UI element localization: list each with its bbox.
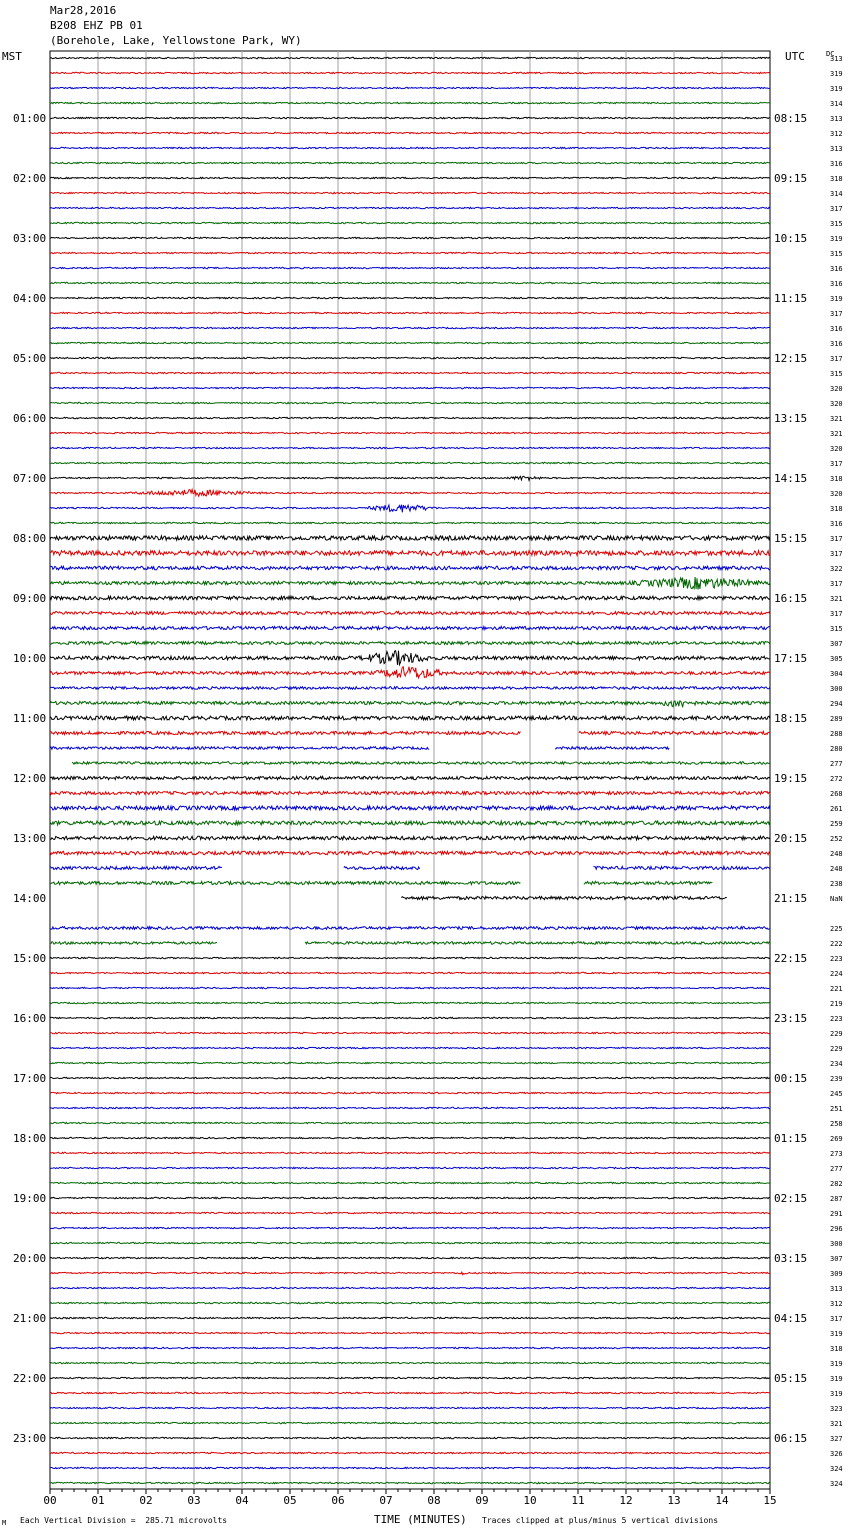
trace-line <box>50 1347 770 1348</box>
dc-value-label: 319 <box>830 70 843 78</box>
mst-hour-label: 01:00 <box>13 112 47 125</box>
dc-value-label: 268 <box>830 790 843 798</box>
dc-value-label: 317 <box>830 1315 843 1323</box>
trace-line <box>72 762 770 765</box>
trace-line <box>50 776 770 779</box>
trace-line <box>50 447 770 448</box>
corner-mark: M <box>2 1519 7 1527</box>
dc-value-label: 321 <box>830 1420 843 1428</box>
trace-line <box>50 1272 770 1275</box>
trace-line <box>50 1377 770 1378</box>
trace-line <box>50 851 770 854</box>
trace-line <box>50 505 770 513</box>
dc-value-label: 287 <box>830 1195 843 1203</box>
dc-value-label: 307 <box>830 1255 843 1263</box>
utc-hour-label: 04:15 <box>774 1312 808 1325</box>
mst-hour-label: 02:00 <box>13 172 47 185</box>
trace-line <box>50 927 770 930</box>
dc-value-label: 313 <box>830 115 843 123</box>
utc-hour-label: 05:15 <box>774 1372 808 1385</box>
trace-line <box>50 57 770 58</box>
dc-value-label: 316 <box>830 520 843 528</box>
mst-zone-label: MST <box>2 50 22 63</box>
dc-value-label: 307 <box>830 640 843 648</box>
dc-value-label: 288 <box>830 730 843 738</box>
x-axis-title: TIME (MINUTES) <box>374 1513 467 1526</box>
dc-value-label: 314 <box>830 100 843 108</box>
clip-note: Traces clipped at plus/minus 5 vertical divisions <box>482 1516 719 1525</box>
utc-hour-label: 01:15 <box>774 1132 808 1145</box>
trace-line <box>50 1332 770 1333</box>
dc-value-label: 221 <box>830 985 843 993</box>
trace-line <box>50 402 770 403</box>
x-tick-label: 01 <box>91 1494 105 1507</box>
mst-hour-label: 16:00 <box>13 1012 47 1025</box>
dc-value-label: 258 <box>830 1120 843 1128</box>
utc-hour-label: 08:15 <box>774 112 808 125</box>
mst-hour-label: 14:00 <box>13 892 47 905</box>
trace-line <box>50 342 770 343</box>
trace-line <box>50 117 770 118</box>
dc-value-label: 312 <box>830 130 843 138</box>
dc-value-label: 315 <box>830 370 843 378</box>
trace-line <box>50 327 770 328</box>
trace-line <box>50 551 770 556</box>
mst-hour-label: 17:00 <box>13 1072 47 1085</box>
trace-line <box>50 87 770 88</box>
trace-line <box>50 417 770 418</box>
trace-line <box>50 1437 770 1438</box>
dc-value-label: 318 <box>830 1345 843 1353</box>
dc-value-label: 248 <box>830 850 843 858</box>
dc-value-label: 319 <box>830 295 843 303</box>
dc-value-label: 219 <box>830 1000 843 1008</box>
trace-line <box>50 667 770 678</box>
dc-value-label: 315 <box>830 625 843 633</box>
trace-line <box>50 821 770 825</box>
mst-hour-label: 21:00 <box>13 1312 47 1325</box>
x-tick-label: 15 <box>763 1494 777 1507</box>
trace-line <box>50 282 770 283</box>
mst-hour-label: 03:00 <box>13 232 47 245</box>
trace-line <box>50 866 770 869</box>
dc-value-label: 251 <box>830 1105 843 1113</box>
mst-hour-label: 13:00 <box>13 832 47 845</box>
utc-hour-label: 00:15 <box>774 1072 808 1085</box>
dc-value-label: 313 <box>830 145 843 153</box>
mst-hour-label: 19:00 <box>13 1192 47 1205</box>
dc-value-label: 272 <box>830 775 843 783</box>
utc-hour-label: 02:15 <box>774 1192 808 1205</box>
dc-value-label: 304 <box>830 670 843 678</box>
utc-hour-label: 17:15 <box>774 652 808 665</box>
trace-line <box>50 1002 770 1003</box>
trace-line <box>50 102 770 103</box>
trace-line <box>50 687 770 690</box>
trace-line <box>50 207 770 208</box>
x-tick-label: 07 <box>379 1494 393 1507</box>
dc-value-label: 320 <box>830 445 843 453</box>
dc-value-label: 319 <box>830 1390 843 1398</box>
dc-value-label: 317 <box>830 580 843 588</box>
x-tick-label: 05 <box>283 1494 297 1507</box>
trace-line <box>50 651 770 665</box>
dc-value-label: 229 <box>830 1030 843 1038</box>
trace-line <box>50 611 770 614</box>
dc-value-label: 309 <box>830 1270 843 1278</box>
dc-value-label: 321 <box>830 415 843 423</box>
utc-hour-label: 21:15 <box>774 892 808 905</box>
trace-line <box>50 1257 770 1258</box>
dc-value-label: 319 <box>830 85 843 93</box>
utc-hour-label: 15:15 <box>774 532 808 545</box>
trace-line <box>50 626 770 629</box>
trace-line <box>50 1062 770 1063</box>
trace-line <box>50 836 770 840</box>
mst-hour-label: 15:00 <box>13 952 47 965</box>
trace-line <box>50 972 770 973</box>
trace-line <box>50 596 770 600</box>
dc-value-label: 319 <box>830 1375 843 1383</box>
trace-line <box>50 881 712 884</box>
trace-line <box>50 1227 770 1228</box>
mst-hour-label: 05:00 <box>13 352 47 365</box>
trace-line <box>50 1287 770 1288</box>
x-tick-label: 02 <box>139 1494 153 1507</box>
x-tick-label: 00 <box>43 1494 57 1507</box>
dc-value-label: 320 <box>830 400 843 408</box>
trace-line <box>50 642 770 645</box>
trace-line <box>50 791 770 794</box>
dc-value-label: 223 <box>830 955 843 963</box>
dc-value-label: 313 <box>830 1285 843 1293</box>
mst-hour-label: 04:00 <box>13 292 47 305</box>
trace-line <box>50 132 770 133</box>
dc-value-label: 317 <box>830 205 843 213</box>
x-tick-label: 04 <box>235 1494 249 1507</box>
trace-line <box>50 1167 770 1168</box>
mst-hour-label: 08:00 <box>13 532 47 545</box>
utc-hour-label: 09:15 <box>774 172 808 185</box>
dc-value-label: 280 <box>830 745 843 753</box>
x-tick-label: 06 <box>331 1494 345 1507</box>
utc-hour-label: 20:15 <box>774 832 808 845</box>
utc-hour-label: 18:15 <box>774 712 808 725</box>
dc-value-label: 259 <box>830 820 843 828</box>
trace-line <box>50 577 770 590</box>
dc-value-label: 315 <box>830 250 843 258</box>
trace-line <box>50 312 770 313</box>
dc-value-label: 269 <box>830 1135 843 1143</box>
dc-value-label: 296 <box>830 1225 843 1233</box>
x-tick-label: 03 <box>187 1494 201 1507</box>
dc-value-label: 317 <box>830 610 843 618</box>
trace-line <box>50 522 770 523</box>
dc-value-label: 314 <box>830 190 843 198</box>
trace-line <box>50 1212 770 1213</box>
dc-value-label: 320 <box>830 385 843 393</box>
dc-value-label: 248 <box>830 865 843 873</box>
mst-hour-label: 12:00 <box>13 772 47 785</box>
x-tick-label: 10 <box>523 1494 537 1507</box>
utc-hour-label: 03:15 <box>774 1252 808 1265</box>
trace-line <box>50 237 770 238</box>
trace-line <box>50 1407 770 1408</box>
location-label: (Borehole, Lake, Yellowstone Park, WY) <box>50 34 302 47</box>
trace-line <box>50 987 770 988</box>
trace-line <box>50 566 770 570</box>
trace-line <box>50 747 669 750</box>
dc-value-label: 316 <box>830 280 843 288</box>
trace-line <box>50 716 770 720</box>
utc-hour-label: 12:15 <box>774 352 808 365</box>
dc-value-label: 289 <box>830 715 843 723</box>
trace-line <box>50 1197 770 1198</box>
mst-hour-label: 22:00 <box>13 1372 47 1385</box>
trace-line <box>50 267 770 268</box>
utc-hour-label: 10:15 <box>774 232 808 245</box>
trace-line <box>50 1362 770 1363</box>
trace-line <box>50 462 770 463</box>
x-tick-label: 12 <box>619 1494 633 1507</box>
trace-line <box>50 1422 770 1423</box>
utc-hour-label: 23:15 <box>774 1012 808 1025</box>
trace-line <box>50 1122 770 1123</box>
trace-line <box>50 731 770 734</box>
dc-value-label: 300 <box>830 685 843 693</box>
trace-line <box>50 147 770 148</box>
date-label: Mar28,2016 <box>50 4 117 17</box>
trace-line <box>50 1092 770 1093</box>
x-tick-label: 11 <box>571 1494 585 1507</box>
trace-line <box>50 432 770 433</box>
trace-line <box>50 372 770 373</box>
dc-value-label: 223 <box>830 1015 843 1023</box>
trace-line <box>50 1047 770 1048</box>
trace-line <box>50 357 770 358</box>
dc-value-label: 316 <box>830 340 843 348</box>
dc-value-label: 291 <box>830 1210 843 1218</box>
trace-line <box>50 1107 770 1108</box>
dc-value-label: 324 <box>830 1465 843 1473</box>
trace-line <box>50 957 770 958</box>
trace-line <box>50 1032 770 1033</box>
dc-value-label: 316 <box>830 325 843 333</box>
trace-line <box>50 1482 770 1483</box>
trace-line <box>50 476 770 480</box>
dc-value-label: 222 <box>830 940 843 948</box>
dc-value-label: 277 <box>830 1165 843 1173</box>
dc-value-label: 239 <box>830 1075 843 1083</box>
trace-line <box>50 1137 770 1138</box>
trace-line <box>401 896 726 899</box>
dc-value-label: 312 <box>830 1300 843 1308</box>
trace-line <box>50 162 770 163</box>
trace-line <box>50 1182 770 1183</box>
dc-value-label: 316 <box>830 160 843 168</box>
x-tick-label: 13 <box>667 1494 681 1507</box>
dc-value-label: 277 <box>830 760 843 768</box>
dc-value-label: 229 <box>830 1045 843 1053</box>
x-tick-label: 08 <box>427 1494 441 1507</box>
dc-value-label: 323 <box>830 1405 843 1413</box>
utc-zone-label: UTC <box>785 50 805 63</box>
utc-hour-label: 22:15 <box>774 952 808 965</box>
dc-value-label: 322 <box>830 565 843 573</box>
dc-value-label: 319 <box>830 235 843 243</box>
dc-value-label: 317 <box>830 355 843 363</box>
mst-hour-label: 20:00 <box>13 1252 47 1265</box>
dc-value-label: 321 <box>830 430 843 438</box>
dc-value-label: 252 <box>830 835 843 843</box>
trace-line <box>50 1017 770 1018</box>
trace-line <box>50 490 770 497</box>
trace-line <box>50 536 770 540</box>
trace-line <box>50 192 770 193</box>
trace-line <box>50 252 770 253</box>
dc-value-label: 316 <box>830 265 843 273</box>
x-tick-label: 14 <box>715 1494 729 1507</box>
dc-value-label: 224 <box>830 970 843 978</box>
mst-hour-label: 07:00 <box>13 472 47 485</box>
trace-line <box>50 1242 770 1243</box>
scale-note: Each Vertical Division = 285.71 microvolts <box>20 1516 228 1525</box>
dc-value-label: 324 <box>830 1480 843 1488</box>
trace-line <box>50 387 770 388</box>
utc-hour-label: 16:15 <box>774 592 808 605</box>
dc-value-label: 317 <box>830 550 843 558</box>
trace-line <box>50 297 770 298</box>
dc-value-label: 317 <box>830 535 843 543</box>
trace-line <box>50 1302 770 1303</box>
dc-value-label: 319 <box>830 1330 843 1338</box>
dc-value-label: 319 <box>830 1360 843 1368</box>
dc-value-label: 300 <box>830 1240 843 1248</box>
trace-line <box>50 1392 770 1393</box>
dc-value-label: 245 <box>830 1090 843 1098</box>
mst-hour-label: 18:00 <box>13 1132 47 1145</box>
mst-hour-label: 23:00 <box>13 1432 47 1445</box>
utc-hour-label: 06:15 <box>774 1432 808 1445</box>
dc-value-label: 327 <box>830 1435 843 1443</box>
dc-value-label: 317 <box>830 310 843 318</box>
dc-value-label: 318 <box>830 475 843 483</box>
dc-value-label: 317 <box>830 460 843 468</box>
station-label: B208 EHZ PB 01 <box>50 19 143 32</box>
dc-value-label: 238 <box>830 880 843 888</box>
dc-value-label: 318 <box>830 175 843 183</box>
trace-line <box>50 1077 770 1078</box>
trace-line <box>50 701 770 707</box>
mst-hour-label: 10:00 <box>13 652 47 665</box>
dc-column-label: DC <box>826 50 835 58</box>
dc-value-label: 234 <box>830 1060 843 1068</box>
dc-value-label: 225 <box>830 925 843 933</box>
trace-line <box>50 222 770 223</box>
dc-value-label: 320 <box>830 490 843 498</box>
trace-line <box>50 1452 770 1453</box>
x-tick-label: 09 <box>475 1494 489 1507</box>
dc-value-label: 315 <box>830 220 843 228</box>
trace-line <box>50 1317 770 1318</box>
dc-value-label: 305 <box>830 655 843 663</box>
dc-value-label: NaN <box>830 895 843 903</box>
utc-hour-label: 14:15 <box>774 472 808 485</box>
dc-value-label: 326 <box>830 1450 843 1458</box>
trace-line <box>50 72 770 73</box>
mst-hour-label: 09:00 <box>13 592 47 605</box>
dc-value-label: 282 <box>830 1180 843 1188</box>
utc-hour-label: 19:15 <box>774 772 808 785</box>
trace-line <box>50 1152 770 1153</box>
trace-line <box>50 806 770 810</box>
dc-value-label: 321 <box>830 595 843 603</box>
mst-hour-label: 11:00 <box>13 712 47 725</box>
trace-line <box>50 1467 770 1468</box>
mst-hour-label: 06:00 <box>13 412 47 425</box>
utc-hour-label: 11:15 <box>774 292 808 305</box>
dc-value-label: 294 <box>830 700 843 708</box>
dc-value-label: 313 <box>830 55 843 63</box>
trace-line <box>51 942 770 945</box>
utc-hour-label: 13:15 <box>774 412 808 425</box>
dc-value-label: 273 <box>830 1150 843 1158</box>
trace-line <box>50 177 770 178</box>
dc-value-label: 318 <box>830 505 843 513</box>
dc-value-label: 261 <box>830 805 843 813</box>
